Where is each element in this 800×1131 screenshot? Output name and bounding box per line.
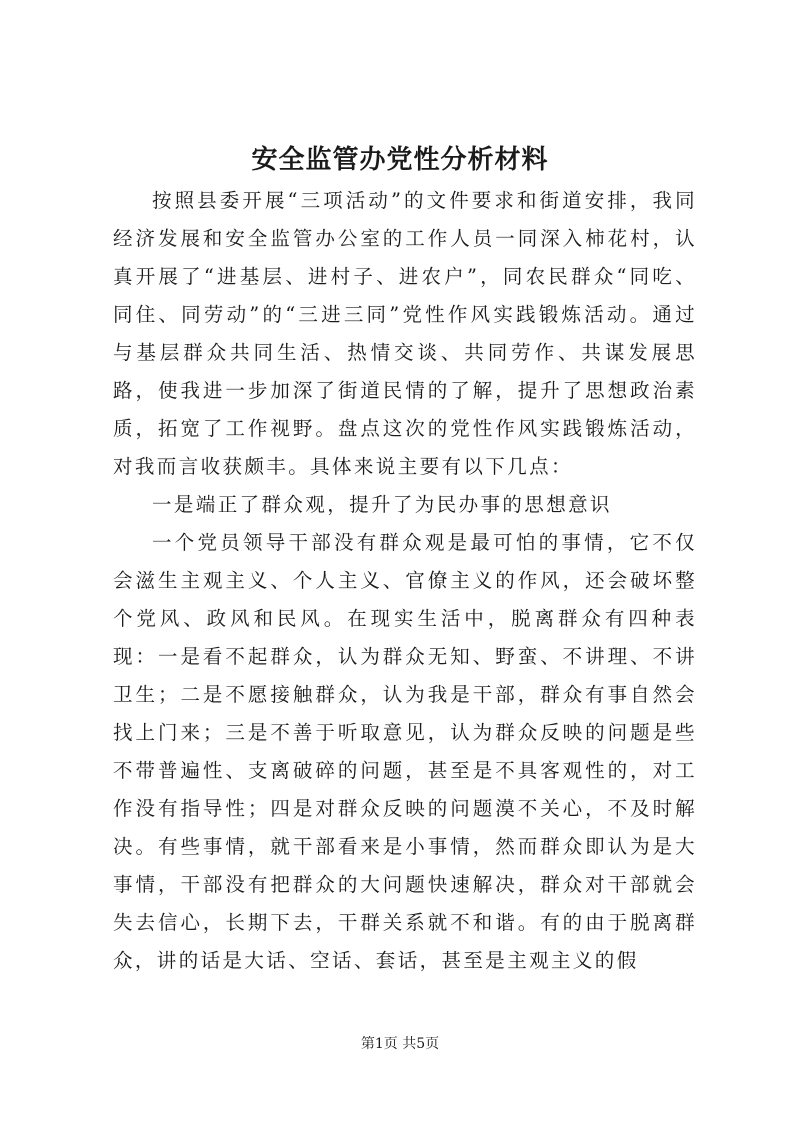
- paragraph-section-1: 一个党员领导干部没有群众观是最可怕的事情，它不仅会滋生主观主义、个人主义、官僚主义的作风，还会破坏整个党风、政风和民风。在现实生活中，脱离群众有四种表现：一是看不起群众，认为群众无知、野蛮、不讲理、不讲卫生；二是不愿接触群众，认为我是干部，群众有事自然会找上门来；三是不善于听取意见，认为群众反映的问题是些不带普遍性、支离破碎的问题，甚至是不具客观性的，对工作没有指导性；四是对群众反映的问题漠不关心，不及时解决。有些事情，就干部看来是小事情，然而群众即认为是大事情，干部没有把群众的大问题快速解决，群众对干部就会失去信心，长期下去，干群关系就不和谐。有的由于脱离群众，讲的话是大话、空话、套话，甚至是主观主义的假: [113, 531, 697, 972]
- paragraph-intro: 按照县委开展“三项活动”的文件要求和街道安排，我同经济发展和安全监管办公室的工作人员一同深入柿花村，认真开展了“进基层、进村子、进农户”，同农民群众“同吃、同住、同劳动”的“三进三同”党性作风实践锻炼活动。通过与基层群众共同生活、热情交谈、共同劳作、共谋发展思路，使我进一步加深了街道民情的了解，提升了思想政治素质，拓宽了工作视野。盘点这次的党性作风实践锻炼活动，对我而言收获颇丰。具体来说主要有以下几点：: [113, 189, 697, 478]
- page-footer: 第1页 共5页: [360, 1036, 440, 1052]
- document-body: [113, 182, 697, 980]
- section-heading-1: 一是端正了群众观，提升了为民办事的思想意识: [152, 493, 612, 516]
- page-title: 安全监管办党性分析材料: [251, 145, 549, 175]
